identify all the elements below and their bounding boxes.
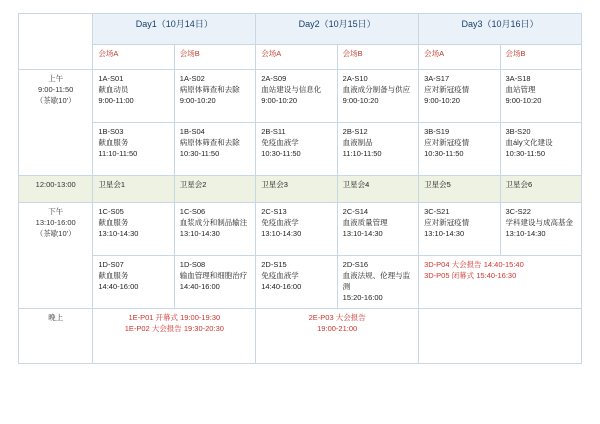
session-title: 献血服务 [98, 137, 129, 147]
day3-header: Day3（10月16日） [419, 14, 582, 45]
evening-day1-cell [93, 309, 256, 364]
session-time: 9:00-10:20 [261, 95, 298, 105]
satellite-time: 12:00-13:00 [19, 176, 93, 203]
day3-hall-a: 会场A [419, 45, 500, 70]
conference-schedule-table [18, 13, 582, 364]
session-title: 献血服务 [98, 270, 129, 280]
session-id: 2C-S13 [261, 207, 287, 216]
session-title: 血液制品 [342, 137, 373, 147]
session-title: 免疫血液学 [261, 270, 299, 280]
session-title: 血ály文化建设 [505, 137, 553, 147]
session-id: 2B-S11 [261, 127, 286, 136]
session-id: 1B-S03 [98, 127, 124, 136]
morning-time-line-1: 上午 [48, 74, 64, 83]
session-title: 血液法规、伦理与监测 [342, 270, 411, 291]
session-cell [93, 123, 174, 176]
session-id: 2B-S12 [342, 127, 368, 136]
session-time: 9:00-10:20 [424, 95, 460, 105]
session-cell [93, 203, 174, 256]
session-id: 2D-S16 [342, 260, 369, 269]
afternoon-row-2 [19, 256, 582, 309]
session-time: 9:00-11:00 [98, 95, 134, 105]
session-title: 免疫血液学 [261, 137, 299, 147]
satellite-session-1: 卫星会1 [93, 176, 174, 203]
session-time: 14:40-16:00 [261, 281, 302, 291]
session-id: 2C-S14 [342, 207, 369, 216]
morning-time-line-2: 9:00-11:50 [38, 84, 74, 94]
session-time: 13:10-14:30 [179, 228, 220, 238]
session-title: 输血管理和细胞治疗 [179, 270, 248, 280]
session-time: 10:30-11:50 [179, 148, 220, 158]
session-title: 献血服务 [98, 217, 129, 227]
satellite-session-6: 卫星会6 [500, 176, 581, 203]
closing-session-cell [419, 256, 582, 309]
session-cell [337, 70, 418, 123]
day2-hall-a: 会场A [256, 45, 337, 70]
evening-time-cell: 晚上 [19, 309, 93, 364]
closing-session-1 [424, 260, 576, 271]
session-cell [337, 256, 418, 309]
day1-header: Day1（10月14日） [93, 14, 256, 45]
session-cell [500, 123, 581, 176]
corner-cell [19, 14, 93, 70]
session-title: 血浆成分和制品输注 [179, 217, 248, 227]
session-cell [337, 203, 418, 256]
session-time: 11:10-11:50 [98, 148, 138, 158]
session-time: 14:40-15:40 [483, 260, 524, 269]
session-id: 3C-S22 [505, 207, 531, 216]
day2-hall-b: 会场B [337, 45, 418, 70]
session-time: 14:40-16:00 [179, 281, 220, 291]
header-row-days [19, 14, 582, 45]
day1-hall-b: 会场B [174, 45, 255, 70]
satellite-session-2: 卫星会2 [174, 176, 255, 203]
session-time: 11:10-11:50 [342, 148, 382, 158]
session-title: 免疫血液学 [261, 217, 299, 227]
evening-day2-line-2: 19:00-21:00 [317, 323, 358, 333]
evening-day3-cell [419, 309, 582, 364]
session-cell [174, 203, 255, 256]
session-id: 1D-S07 [98, 260, 124, 269]
day3-hall-b: 会场B [500, 45, 581, 70]
session-cell [256, 203, 337, 256]
satellite-session-3: 卫星会3 [256, 176, 337, 203]
session-id: 3C-S21 [424, 207, 450, 216]
evening-row [19, 309, 582, 364]
session-id: 3B-S19 [424, 127, 450, 136]
satellite-session-4: 卫星会4 [337, 176, 418, 203]
session-title: 应对新冠疫情 [424, 137, 470, 147]
session-time: 9:00-10:20 [342, 95, 379, 105]
session-time: 10:30-11:50 [261, 148, 301, 158]
session-time: 15:40-16:30 [476, 270, 517, 280]
afternoon-time-line-1: 下午 [48, 207, 64, 216]
session-cell [256, 123, 337, 176]
session-cell [174, 70, 255, 123]
session-time: 13:10-14:30 [505, 228, 546, 238]
session-cell [337, 123, 418, 176]
session-time: 13:10-14:30 [98, 228, 139, 238]
session-cell [93, 256, 174, 309]
session-title: 血站建设与信息化 [261, 84, 322, 94]
session-time: 13:10-14:30 [342, 228, 383, 238]
session-cell [419, 123, 500, 176]
afternoon-time-line-2: 13:10-16:00 [35, 217, 76, 227]
morning-row-1 [19, 70, 582, 123]
session-cell [174, 256, 255, 309]
afternoon-time-cell [19, 203, 93, 309]
session-title: 献血动员 [98, 84, 129, 94]
session-title: 血站管理 [505, 84, 536, 94]
header-row-halls [19, 45, 582, 70]
session-title: 病原体筛查和去除 [179, 84, 240, 94]
session-time: 15:20-16:00 [342, 292, 383, 302]
session-id: 2A-S10 [342, 74, 368, 83]
session-title: 应对新冠疫情 [424, 217, 470, 227]
session-id: 3A-S18 [505, 74, 531, 83]
session-time: 13:10-14:30 [424, 228, 465, 238]
closing-session-2 [424, 271, 576, 282]
satellite-session-5: 卫星会5 [419, 176, 500, 203]
session-cell [174, 123, 255, 176]
session-cell [256, 256, 337, 309]
satellite-row [19, 176, 582, 203]
session-id: 3B-S20 [505, 127, 531, 136]
session-id: 1B-S04 [179, 127, 205, 136]
session-title: 应对新冠疫情 [424, 84, 470, 94]
evening-day2-line-1: 2E-P03 大会报告 [308, 313, 366, 322]
morning-time-line-3: （茶歇10'） [35, 95, 76, 105]
day2-header: Day2（10月15日） [256, 14, 419, 45]
session-cell [93, 70, 174, 123]
session-id: 1C-S05 [98, 207, 124, 216]
session-title: 血液成分制备与供应 [342, 84, 411, 94]
session-id: 1D-S08 [179, 260, 206, 269]
session-id: 3D-P04 [424, 260, 450, 269]
session-id: 1A-S02 [179, 74, 205, 83]
session-title: 血液质量管理 [342, 217, 388, 227]
session-time: 10:30-11:50 [424, 148, 464, 158]
session-cell [419, 70, 500, 123]
session-title: 学科建设与成高基金 [505, 217, 574, 227]
evening-day2-cell [256, 309, 419, 364]
morning-time-cell [19, 70, 93, 176]
afternoon-row-1 [19, 203, 582, 256]
afternoon-time-line-3: （茶歇10'） [35, 228, 76, 238]
session-id: 2A-S09 [261, 74, 287, 83]
day1-hall-a: 会场A [93, 45, 174, 70]
session-cell [419, 203, 500, 256]
session-id: 1A-S01 [98, 74, 124, 83]
evening-day1-line-1: 1E-P01 开幕式 19:00-19:30 [128, 313, 221, 322]
session-time: 10:30-11:50 [505, 148, 545, 158]
evening-day1-line-2: 1E-P02 大会报告 19:30-20:30 [124, 323, 224, 333]
session-id: 3D-P05 [424, 270, 450, 280]
session-title: 病原体筛查和去除 [179, 137, 240, 147]
session-id: 3A-S17 [424, 74, 450, 83]
session-time: 13:10-14:30 [261, 228, 302, 238]
session-id: 1C-S06 [179, 207, 206, 216]
session-time: 9:00-10:20 [179, 95, 216, 105]
session-time: 9:00-10:20 [505, 95, 542, 105]
session-cell [500, 203, 581, 256]
session-title: 大会报告 [451, 260, 482, 269]
session-time: 14:40-16:00 [98, 281, 139, 291]
session-title: 闭幕式 [451, 270, 475, 280]
session-cell [500, 70, 581, 123]
session-id: 2D-S15 [261, 260, 287, 269]
session-cell [256, 70, 337, 123]
morning-row-2 [19, 123, 582, 176]
